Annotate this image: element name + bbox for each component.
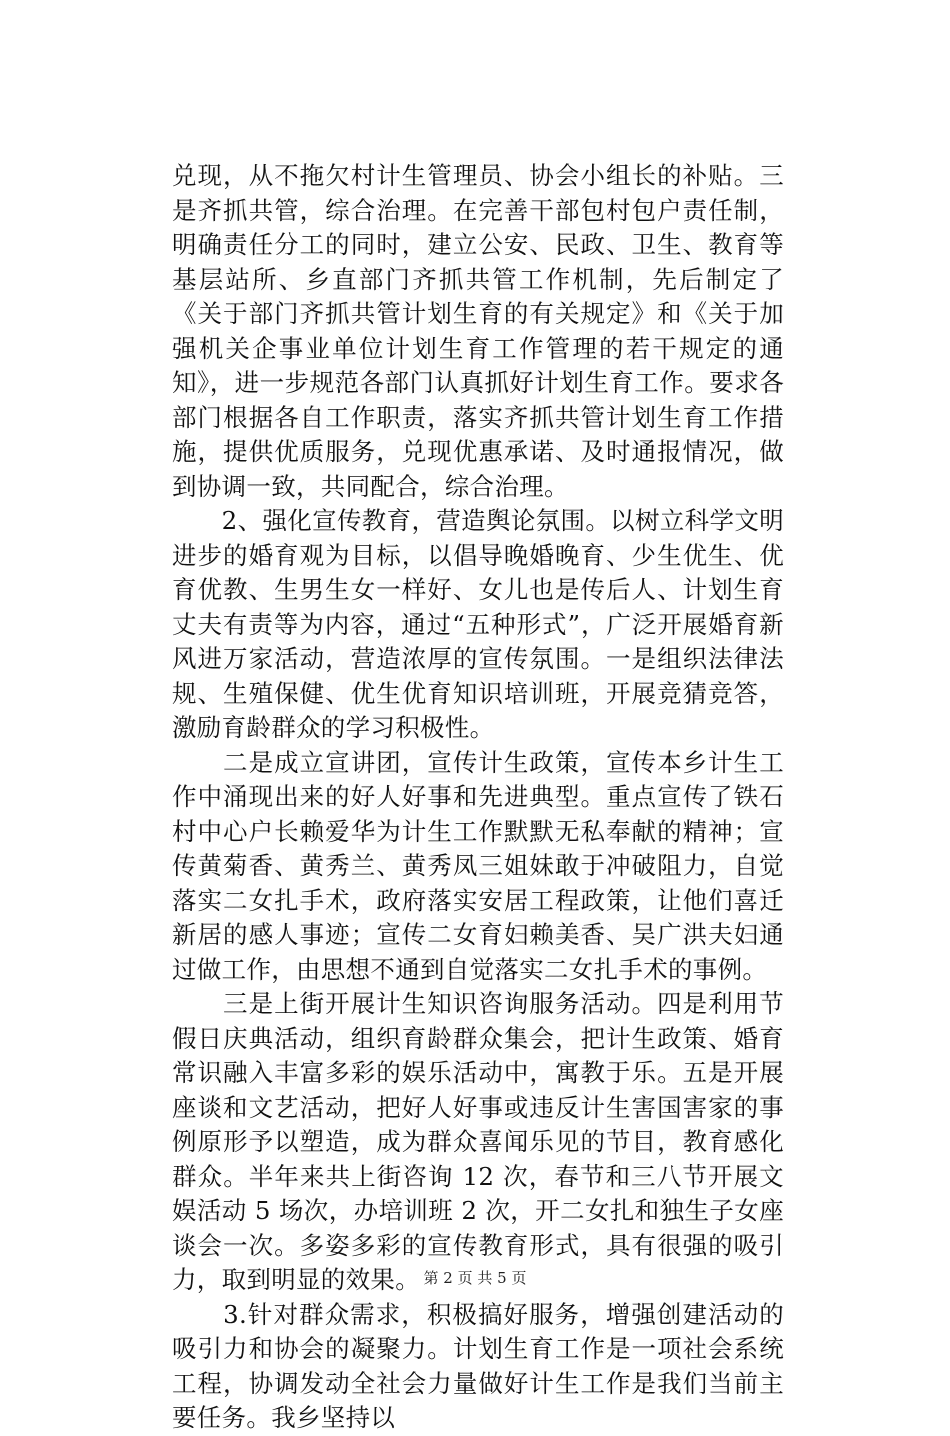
paragraph-3: 二是成立宣讲团，宣传计生政策，宣传本乡计生工作中涌现出来的好人好事和先进典型。重点宣传了铁石村中心户长赖爱华为计生工作默默无私奉献的精神；宣传黄菊香、黄秀兰、黄秀凤三姐妹敢于冲破阻力，自觉落实二女扎手术，政府落实安居工程政策，让他们喜迁新居的感人事迹；宣传二女育妇赖美香、吴广洪夫妇通过做工作，由思想不通到自觉落实二女扎手术的事例。 — [172, 747, 784, 984]
paragraph-5: 3.针对群众需求，积极搞好服务，增强创建活动的吸引力和协会的凝聚力。计划生育工作是一项社会系统工程，协调发动全社会力量做好计生工作是我们当前主要任务。我乡坚持以 — [172, 1299, 784, 1432]
page-footer: 第 2 页 共 5 页 — [423, 1269, 527, 1287]
paragraph-2: 2、强化宣传教育，营造舆论氛围。以树立科学文明进步的婚育观为目标，以倡导晚婚晚育、少生优生、优育优教、生男生女一样好、女儿也是传后人、计划生育丈夫有责等为内容，通过“五种形式”，广泛开展婚育新风进万家活动，营造浓厚的宣传氛围。一是组织法律法规、生殖保健、优生优育知识培训班，开展竞猜竞答，激励育龄群众的学习积极性。 — [172, 506, 784, 742]
paragraph-1: 兑现，从不拖欠村计生管理员、协会小组长的补贴。三是齐抓共管，综合治理。在完善干部包村包户责任制，明确责任分工的同时，建立公安、民政、卫生、教育等基层站所、乡直部门齐抓共管工作机制，先后制定了《关于部门齐抓共管计划生育的有关规定》和《关于加强机关企事业单位计划生育工作管理的若干规定的通知》，进一步规范各部门认真抓好计划生育工作。要求各部门根据各自工作职责，落实齐抓共管计划生育工作措施，提供优质服务，兑现优惠承诺、及时通报情况，做到协调一致，共同配合，综合治理。 — [172, 161, 784, 501]
document-body — [172, 159, 784, 1436]
paragraph-4: 三是上街开展计生知识咨询服务活动。四是利用节假日庆典活动，组织育龄群众集会，把计生政策、婚育常识融入丰富多彩的娱乐活动中，寓教于乐。五是开展座谈和文艺活动，把好人好事或违反计生害国害家的事例原形予以塑造，成为群众喜闻乐见的节目，教育感化群众。半年来共上街咨询 12 次，春节和三八节开展文娱活动 5 场次，办培训班 2 次，开二女扎和独生子女座谈会一次。多姿多彩的宣传教育形式，具有很强的吸引力，取到明显的效果。 — [172, 989, 784, 1294]
